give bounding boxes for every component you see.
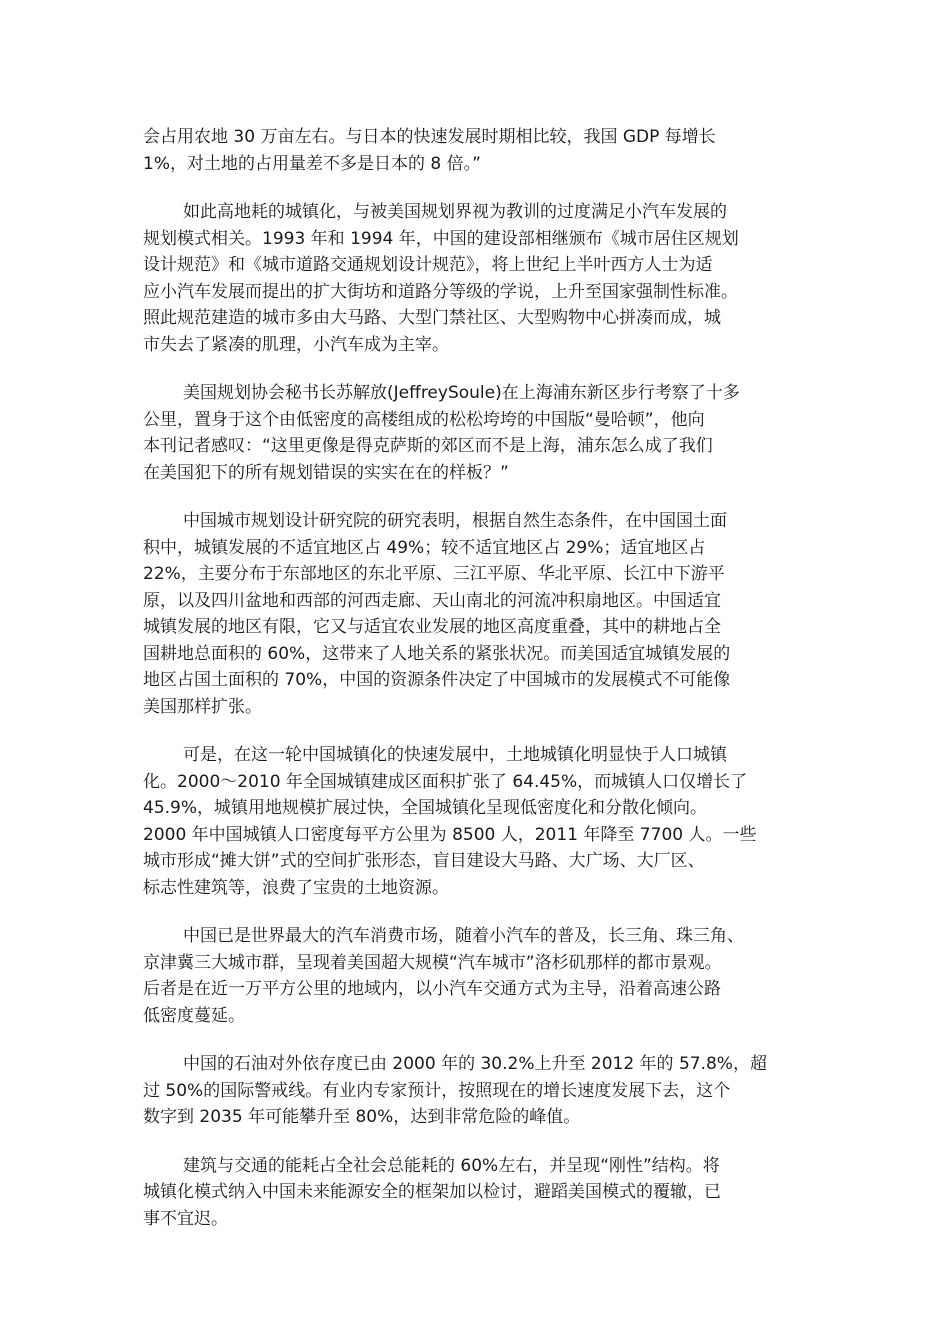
text-line: 原，以及四川盆地和西部的河西走廊、天山南北的河流冲积扇地区。中国适宜	[143, 590, 721, 611]
text-line: 会占用农地 30 万亩左右。与日本的快速发展时期相比较，我国 GDP 每增长	[143, 127, 716, 147]
paragraph-7	[143, 1051, 805, 1131]
text-line: 标志性建筑等，浪费了宝贵的土地资源。	[143, 877, 449, 898]
text-line: 如此高地耗的城镇化，与被美国规划界视为教训的过度满足小汽车发展的	[183, 202, 727, 222]
text-line: 照此规范建造的城市多由大马路、大型门禁社区、大型购物中心拼凑而成，城	[143, 308, 721, 328]
paragraph-3	[143, 380, 805, 486]
text-line: 美国那样扩张。	[143, 696, 262, 717]
text-line: 中国的石油对外依存度已由 2000 年的 30.2%上升至 2012 年的 57.8%，超	[183, 1054, 767, 1074]
text-line: 本刊记者感叹：“这里更像是得克萨斯的郊区而不是上海，浦东怎么成了我们	[143, 436, 713, 456]
text-line: 规划模式相关。1993 年和 1994 年，中国的建设部相继颁布《城市居住区规划	[143, 228, 739, 249]
text-line: 积中，城镇发展的不适宜地区占 49%；较不适宜地区占 29%；适宜地区占	[143, 537, 706, 558]
text-line: 美国规划协会秘书长苏解放(JeffreySoule)在上海浦东新区步行考察了十多	[183, 383, 740, 403]
text-line: 数字到 2035 年可能攀升至 80%，达到非常危险的峰值。	[143, 1107, 581, 1127]
text-line: 应小汽车发展而提出的扩大街坊和道路分等级的学说，上升至国家强制性标准。	[143, 281, 738, 302]
article-body	[143, 124, 805, 1254]
text-line: 事不宜迟。	[143, 1208, 228, 1229]
text-line: 中国城市规划设计研究院的研究表明，根据自然生态条件，在中国国土面	[183, 511, 727, 531]
text-line: 1%，对土地的占用量差不多是日本的 8 倍。”	[143, 153, 481, 174]
text-line: 城市形成“摊大饼”式的空间扩张形态，盲目建设大马路、大广场、大厂区、	[143, 851, 705, 871]
text-line: 中国已是世界最大的汽车消费市场，随着小汽车的普及，长三角、珠三角、	[183, 926, 744, 946]
text-line: 2000 年中国城镇人口密度每平方公里为 8500 人，2011 年降至 7700 人。一些	[143, 824, 757, 845]
text-line: 可是，在这一轮中国城镇化的快速发展中，土地城镇化明显快于人口城镇	[183, 745, 727, 765]
paragraph-2	[143, 199, 805, 358]
text-line: 设计规范》和《城市道路交通规划设计规范》，将上世纪上半叶西方人士为适	[143, 255, 713, 275]
text-line: 公里，置身于这个由低密度的高楼组成的松松垮垮的中国版“曼哈顿”，他向	[143, 409, 705, 430]
text-line: 地区占国土面积的 70%，中国的资源条件决定了中国城市的发展模式不可能像	[143, 670, 731, 690]
paragraph-5	[143, 742, 805, 901]
text-line: 22%，主要分布于东部地区的东北平原、三江平原、华北平原、长江中下游平	[143, 564, 725, 584]
text-line: 在美国犯下的所有规划错误的实实在在的样板？”	[143, 462, 509, 483]
text-line: 国耕地总面积的 60%，这带来了人地关系的紧张状况。而美国适宜城镇发展的	[143, 643, 731, 664]
text-line: 城镇化模式纳入中国未来能源安全的框架加以检讨，避蹈美国模式的覆辙，已	[143, 1182, 721, 1202]
paragraph-6	[143, 923, 805, 1029]
paragraph-4	[143, 508, 805, 720]
text-line: 京津冀三大城市群，呈现着美国超大规模“汽车城市”洛杉矶那样的都市景观。	[143, 952, 722, 973]
text-line: 过 50%的国际警戒线。有业内专家预计，按照现在的增长速度发展下去，这个	[143, 1080, 731, 1101]
text-line: 低密度蔓延。	[143, 1005, 245, 1026]
text-line: 建筑与交通的能耗占全社会总能耗的 60%左右，并呈现“刚性”结构。将	[183, 1155, 720, 1176]
text-line: 化。2000～2010 年全国城镇建成区面积扩张了 64.45%，而城镇人口仅增长了	[143, 771, 748, 792]
text-line: 市失去了紧凑的肌理，小汽车成为主宰。	[143, 334, 449, 355]
text-line: 城镇发展的地区有限，它又与适宜农业发展的地区高度重叠，其中的耕地占全	[143, 617, 721, 637]
paragraph-1	[143, 124, 805, 177]
text-line: 后者是在近一万平方公里的地域内，以小汽车交通方式为主导，沿着高速公路	[143, 979, 721, 999]
paragraph-8	[143, 1153, 805, 1233]
text-line: 45.9%，城镇用地规模扩展过快，全国城镇化呈现低密度化和分散化倾向。	[143, 798, 708, 818]
